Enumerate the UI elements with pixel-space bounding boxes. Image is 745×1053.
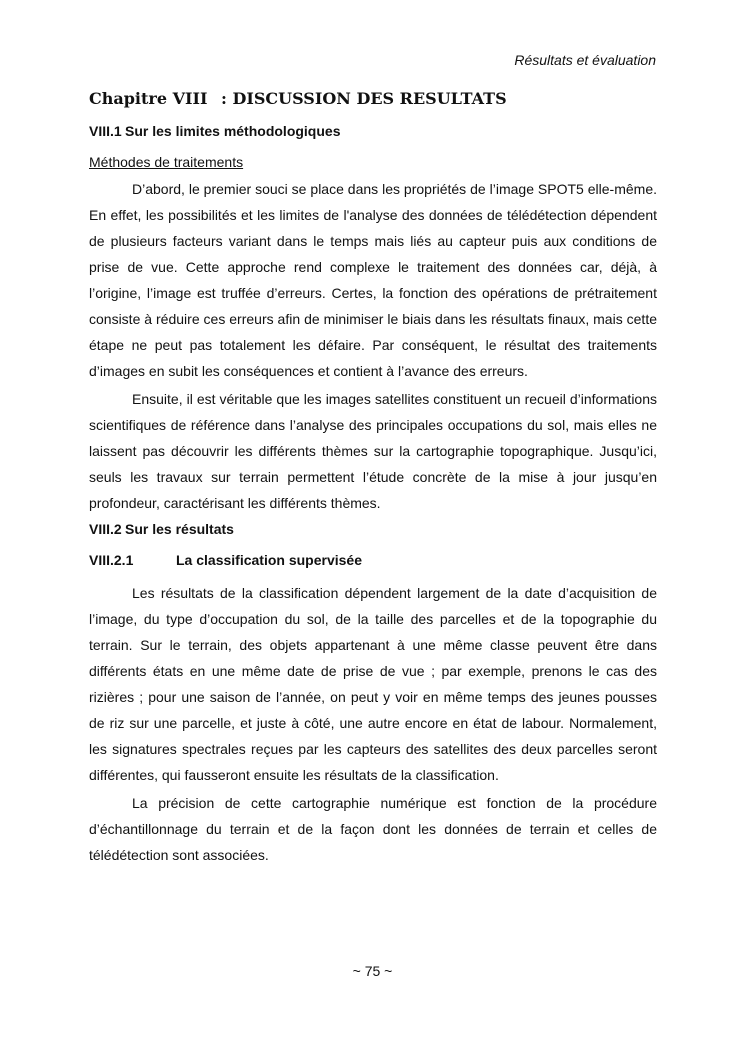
section-number: VIII.2 — [89, 521, 122, 537]
section-heading-2 — [89, 518, 657, 540]
running-header: Résultats et évaluation — [514, 52, 656, 68]
page-content — [89, 88, 657, 870]
paragraph: D’abord, le premier souci se place dans les propriétés de l’image SPOT5 elle-même. En effet, les possibilités et les limites de l'analyse des données de télédétection dépendent de plusieurs facteurs variant dans le temps mais liés au capteur puis aux conditions de prise de vue. Cette approche rend complexe le traitement des données car, déjà, à l’origine, l’image est truffée d’erreurs. Certes, la fonction des opérations de prétraitement consiste à réduire ces erreurs afin de minimiser le biais dans les résultats finaux, mais cette étape ne peut pas totalement les défaire. Par conséquent, le résultat des traitements d’images en subit les conséquences et contient à l’avance des erreurs. — [89, 181, 657, 379]
subsection-number: VIII.2.1 — [89, 552, 134, 568]
chapter-title — [89, 88, 657, 110]
chapter-heading: : DISCUSSION DES RESULTATS — [221, 89, 507, 108]
subsection-heading — [89, 549, 657, 571]
section-title: Sur les limites méthodologiques — [125, 123, 341, 139]
page-number: ~ 75 ~ — [352, 963, 393, 979]
section-heading-1 — [89, 120, 657, 142]
paragraph: La précision de cette cartographie numérique est fonction de la procédure d’échantillonnage du terrain et de la façon dont les données de terrain et celles de télédétection sont associées. — [89, 795, 657, 863]
section-title: Sur les résultats — [125, 521, 234, 537]
chapter-label: Chapitre VIII — [89, 89, 208, 108]
subheading-methodes: Méthodes de traitements — [89, 154, 244, 170]
section-number: VIII.1 — [89, 123, 122, 139]
paragraph: Ensuite, il est véritable que les images satellites constituent un recueil d’informations scientifiques de référence dans l’analyse des principales occupations du sol, mais elles ne laissent pas découvrir les différents thèmes sur la cartographie topographique. Jusqu’ici, seuls les travaux sur terrain permettent l’étude concrète de la mise à jour jusqu’en profondeur, caractérisant les différents thèmes. — [89, 391, 657, 511]
subsection-title: La classification supervisée — [176, 552, 362, 568]
paragraph: Les résultats de la classification dépendent largement de la date d’acquisition de l’image, du type d’occupation du sol, de la taille des parcelles et de la topographie du terrain. Sur le terrain, des objets appartenant à une même classe peuvent être dans différents états en une même date de prise de vue ; par exemple, prenons le cas des rizières ; pour une saison de l’année, on peut y voir en même temps des jeunes pousses de riz sur une parcelle, et juste à côté, une autre encore en état de labour. Normalement, les signatures spectrales reçues par les capteurs des satellites des deux parcelles seront différentes, qui fausseront ensuite les résultats de la classification. — [89, 585, 657, 783]
